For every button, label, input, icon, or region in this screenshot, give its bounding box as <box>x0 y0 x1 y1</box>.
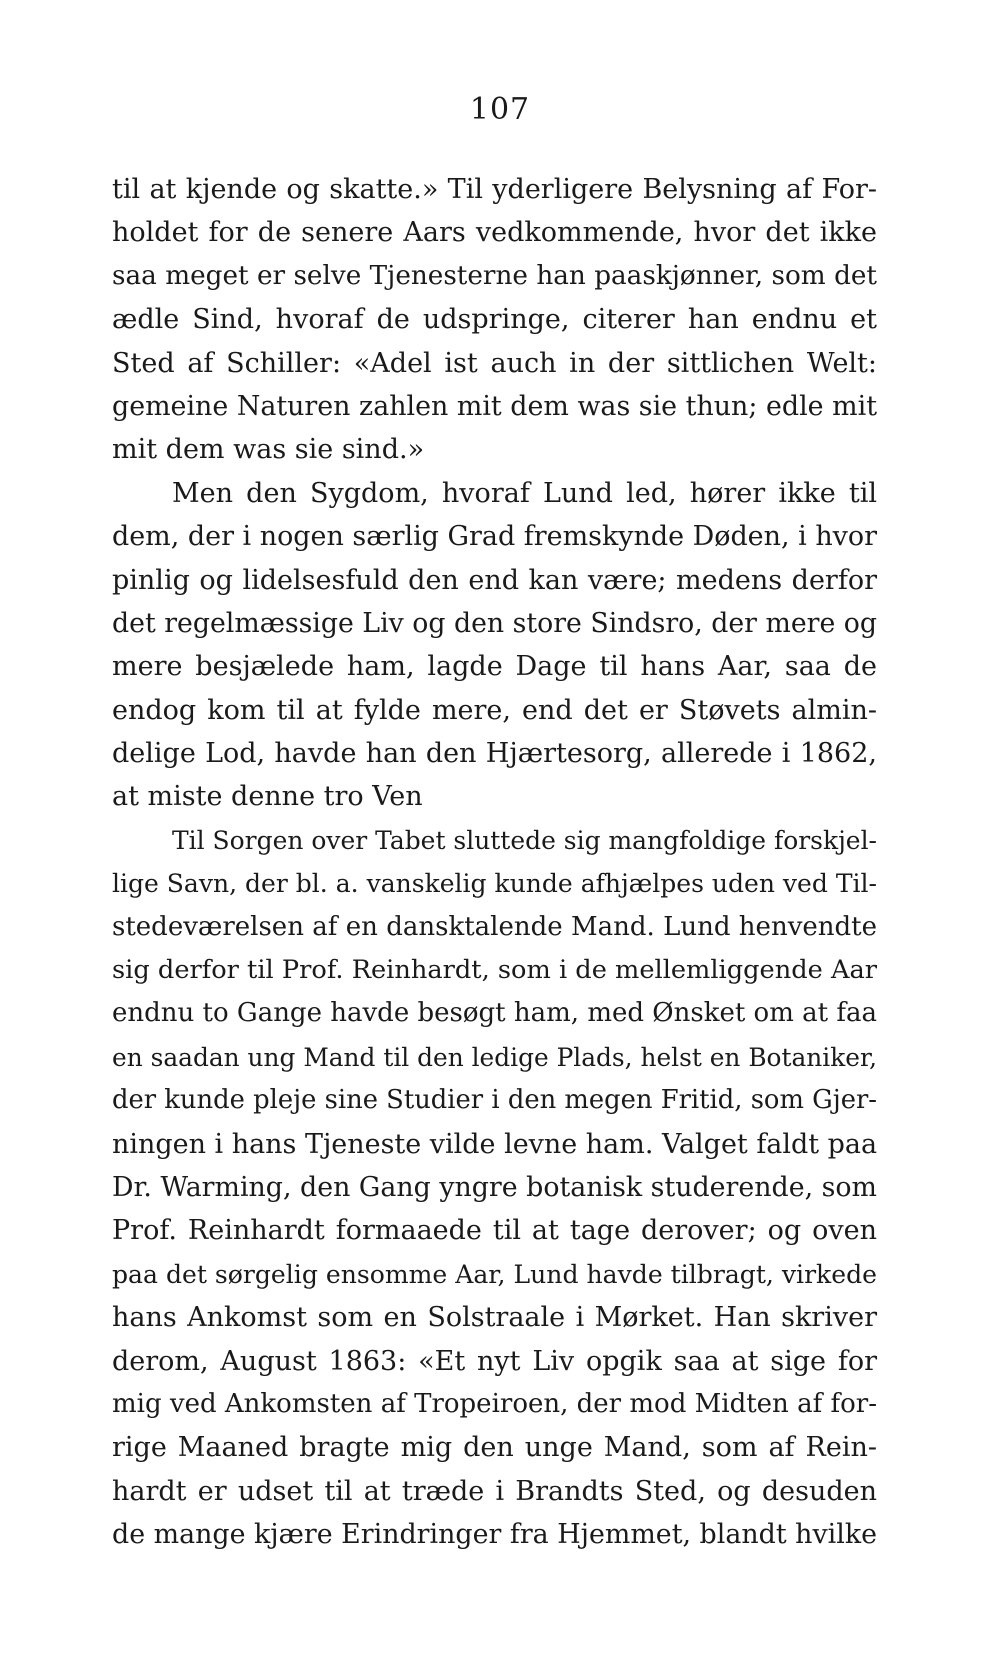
text-line: til at kjende og skatte.» Til yderligere Belysning af For- <box>112 174 877 205</box>
text-line: at miste denne tro Ven <box>112 781 423 813</box>
text-line: rige Maaned bragte mig den unge Mand, som af Rein- <box>112 1432 877 1464</box>
text-line: pinlig og lidelsesfuld den end kan være; medens derfor <box>112 564 877 596</box>
body-text <box>112 168 877 1557</box>
text-line: Sted af Schiller: «Adel ist auch in der sittlichen Welt: <box>112 347 877 379</box>
text-line: hans Ankomst som en Solstraale i Mørket. Han skriver <box>112 1302 877 1334</box>
text-line: endnu to Gange havde besøgt ham, med Ønsket om at faa <box>112 998 877 1029</box>
text-line: Til Sorgen over Tabet sluttede sig mangfoldige forskjel- <box>172 825 877 855</box>
text-line: mere besjælede ham, lagde Dage til hans Aar, saa de <box>112 651 877 683</box>
text-line: derom, August 1863: «Et nyt Liv opgik saa at sige for <box>112 1345 877 1377</box>
text-line: lige Savn, der bl. a. vanskelig kunde afhjælpes uden ved Til- <box>112 869 877 899</box>
text-line: dem, der i nogen særlig Grad fremskynde Døden, i hvor <box>112 521 877 553</box>
text-line: sig derfor til Prof. Reinhardt, som i de mellemliggende Aar <box>112 955 877 986</box>
text-line: mit dem was sie sind.» <box>112 434 425 466</box>
text-line: ædle Sind, hvoraf de udspringe, citerer han endnu et <box>112 304 877 336</box>
text-line: ningen i hans Tjeneste vilde levne ham. Valget faldt paa <box>112 1128 878 1160</box>
text-line: gemeine Naturen zahlen mit dem was sie thun; edle mit <box>112 390 877 422</box>
text-line: endog kom til at fylde mere, end det er Støvets almin- <box>112 694 877 726</box>
text-line: Men den Sygdom, hvoraf Lund led, hører ikke til <box>172 477 877 509</box>
paragraph-2 <box>112 472 877 819</box>
page-number: 107 <box>469 92 531 127</box>
text-line: det regelmæssige Liv og den store Sindsro, der mere og <box>112 607 878 639</box>
text-line: Prof. Reinhardt formaaede til at tage derover; og oven <box>112 1215 877 1247</box>
paragraph-3 <box>112 819 877 1557</box>
text-line: der kunde pleje sine Studier i den megen Fritid, som Gjer- <box>112 1085 877 1116</box>
text-line: saa meget er selve Tjenesterne han paaskjønner, som det <box>112 260 877 291</box>
text-line: holdet for de senere Aars vedkommende, hvor det ikke <box>112 217 877 249</box>
text-line: paa det sørgelig ensomme Aar, Lund havde tilbragt, virkede <box>112 1259 877 1289</box>
text-line: de mange kjære Erindringer fra Hjemmet, blandt hvilke <box>112 1519 878 1551</box>
text-line: Dr. Warming, den Gang yngre botanisk studerende, som <box>112 1171 877 1203</box>
text-line: hardt er udset til at træde i Brandts Sted, og desuden <box>112 1475 877 1507</box>
text-line: delige Lod, havde han den Hjærtesorg, allerede i 1862, <box>112 738 877 770</box>
text-line: en saadan ung Mand til den ledige Plads, helst en Botaniker, <box>112 1042 877 1072</box>
paragraph-1 <box>112 168 877 472</box>
text-line: mig ved Ankomsten af Tropeiroen, der mod Midten af for- <box>112 1388 877 1419</box>
text-line: stedeværelsen af en dansktalende Mand. Lund henvendte <box>112 911 877 942</box>
